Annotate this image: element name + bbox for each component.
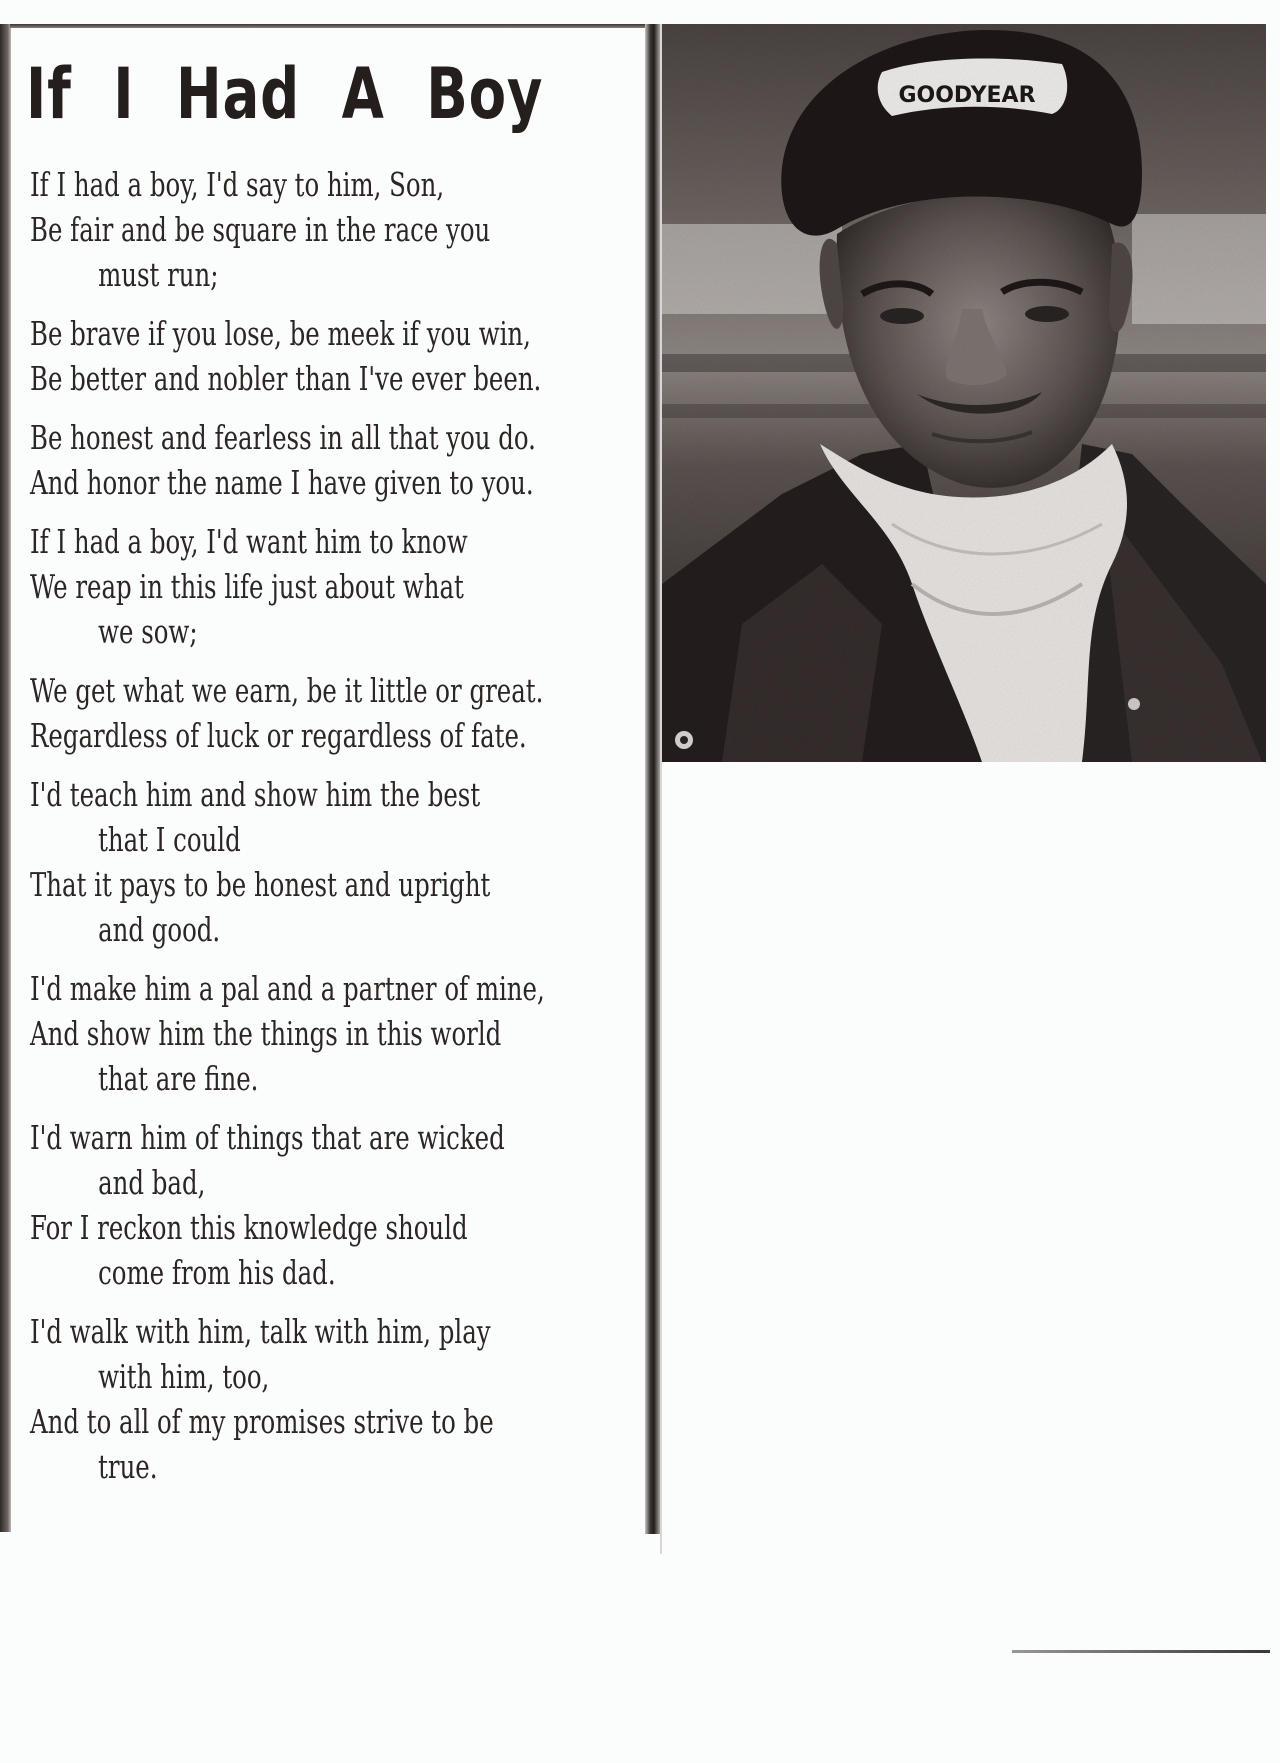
poem-line: and good. bbox=[98, 910, 221, 949]
poem-title: If I Had A Boy bbox=[26, 53, 544, 135]
poem-line: And to all of my promises strive to be bbox=[30, 1402, 494, 1441]
poem-line: That it pays to be honest and upright bbox=[30, 865, 491, 904]
poem-line: with him, too, bbox=[98, 1357, 270, 1396]
poem-stanza bbox=[30, 772, 630, 952]
clipping-left-edge bbox=[0, 24, 11, 1532]
portrait-photo bbox=[662, 24, 1266, 762]
poem-line: Be better and nobler than I've ever been. bbox=[30, 359, 542, 398]
poem-line: I'd make him a pal and a partner of mine, bbox=[30, 969, 545, 1008]
poem-line: Regardless of luck or regardless of fate. bbox=[30, 716, 527, 755]
poem-line: come from his dad. bbox=[98, 1253, 336, 1292]
poem-line: true. bbox=[98, 1447, 158, 1486]
poem-stanza bbox=[30, 668, 630, 758]
poem-stanza bbox=[30, 519, 630, 654]
poem-line: And honor the name I have given to you. bbox=[30, 463, 534, 502]
poem-line: And show him the things in this world bbox=[30, 1014, 502, 1053]
poem-line: We get what we earn, be it little or great. bbox=[30, 671, 544, 710]
poem-stanza bbox=[30, 415, 630, 505]
poem-line: and bad, bbox=[98, 1163, 206, 1202]
poem-line: must run; bbox=[98, 255, 219, 294]
poem-line: For I reckon this knowledge should bbox=[30, 1208, 468, 1247]
cap-logo-text: GOODYEAR bbox=[898, 83, 1036, 108]
portrait-illustration bbox=[662, 24, 1266, 762]
poem-line: If I had a boy, I'd say to him, Son, bbox=[30, 165, 445, 204]
column-rule bbox=[645, 24, 660, 1534]
poem-stanza bbox=[30, 966, 630, 1101]
poem-line: Be fair and be square in the race you bbox=[30, 210, 491, 249]
poem-line: We reap in this life just about what bbox=[30, 567, 464, 606]
poem-stanza bbox=[30, 1115, 630, 1295]
poem-line: we sow; bbox=[98, 612, 198, 651]
poem-stanza bbox=[30, 1309, 630, 1489]
poem-stanza bbox=[30, 162, 630, 297]
poem-body bbox=[30, 162, 630, 1503]
poem-line: that are fine. bbox=[98, 1059, 259, 1098]
clipping-bottom-rule bbox=[1012, 1650, 1270, 1653]
poem-line: Be brave if you lose, be meek if you win, bbox=[30, 314, 531, 353]
poem-line: Be honest and fearless in all that you do. bbox=[30, 418, 536, 457]
poem-line: I'd teach him and show him the best bbox=[30, 775, 481, 814]
poem-line: I'd walk with him, talk with him, play bbox=[30, 1312, 491, 1351]
poem-line: I'd warn him of things that are wicked bbox=[30, 1118, 505, 1157]
poem-stanza bbox=[30, 311, 630, 401]
poem-line: that I could bbox=[98, 820, 241, 859]
poem-line: If I had a boy, I'd want him to know bbox=[30, 522, 468, 561]
